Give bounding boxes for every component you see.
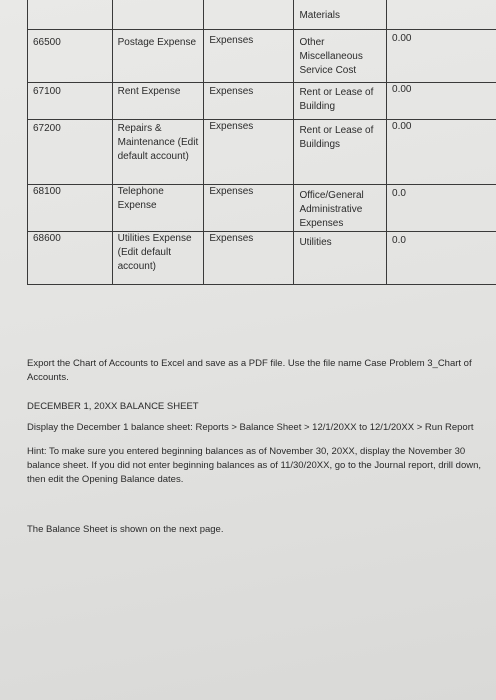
table-row [28,232,496,285]
account-number-cell: 67200 [28,120,113,185]
account-type-cell: Expenses [204,120,294,185]
account-number-cell: 68100 [28,185,113,232]
table-row [28,83,496,120]
table-cell [204,0,294,30]
account-name-cell: Telephone Expense [112,185,204,232]
hint-paragraph: Hint: To make sure you entered beginning balances as of November 30, 20XX, display the November 30 balance sheet. If you did not enter beginning balances as of 11/30/20XX, go to the Journal report, drill down, then edit the Opening Balance dates. [27,446,482,485]
balance-cell: 0.0 [387,185,496,232]
account-number-cell: 66500 [28,30,113,83]
account-number-cell: 68600 [28,232,113,285]
balance-cell: 0.0 [387,232,496,285]
table-row [28,185,496,232]
tax-line-cell: Other Miscellaneous Service Cost [294,30,387,83]
tax-line-cell: Materials [299,10,341,21]
table-cell [294,0,387,30]
table-cell [28,0,113,30]
table-cell [387,0,496,30]
tax-line-cell: Rent or Lease of Buildings [294,120,387,185]
table-row [28,120,496,185]
section-heading: DECEMBER 1, 20XX BALANCE SHEET [27,401,199,412]
account-type-cell: Expenses [204,185,294,232]
account-number-cell: 67100 [28,83,113,120]
export-instruction: Export the Chart of Accounts to Excel and save as a PDF file. Use the file name Case Problem 3_Chart of Accounts. [27,358,472,383]
balance-cell: 0.00 [387,120,496,185]
account-name-cell: Postage Expense [112,30,204,83]
tax-line-cell: Rent or Lease of Building [294,83,387,120]
tax-line-cell: Utilities [294,232,387,285]
balance-cell: 0.00 [387,83,496,120]
account-name-cell: Rent Expense [112,83,204,120]
chart-of-accounts-table [27,0,496,285]
table-row [28,0,496,30]
balance-cell: 0.00 [387,30,496,83]
tax-line-cell: Office/General Administrative Expenses [294,185,387,232]
account-type-cell: Expenses [204,83,294,120]
table-row [28,30,496,83]
next-page-note: The Balance Sheet is shown on the next page. [27,524,224,535]
account-type-cell: Expenses [204,232,294,285]
display-instruction: Display the December 1 balance sheet: Reports > Balance Sheet > 12/1/20XX to 12/1/20XX > Run Report [27,422,474,433]
table-cell [112,0,204,30]
account-name-cell: Repairs & Maintenance (Edit default account) [112,120,204,185]
account-name-cell: Utilities Expense (Edit default account) [112,232,204,285]
account-type-cell: Expenses [204,30,294,83]
